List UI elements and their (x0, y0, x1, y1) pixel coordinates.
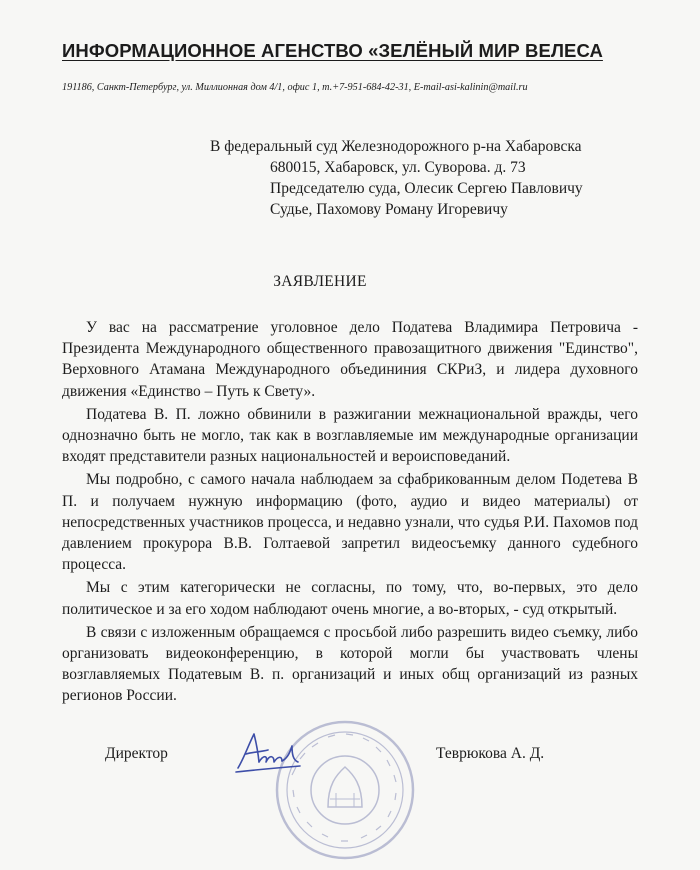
organization-address: 191186, Санкт-Петербург, ул. Миллионная дом 4/1, офис 1, т.+7-951-684-42-31, E-mail-asi-kalinin@mail.ru (62, 82, 528, 93)
organization-name: ИНФОРМАЦИОННОЕ АГЕНСТВО «ЗЕЛЁНЫЙ МИР ВЕЛЕСА (62, 40, 603, 61)
addressee-judge: Судье, Пахомову Роману Игоревичу (270, 201, 508, 218)
addressee-address: 680015, Хабаровск, ул. Суворова. д. 73 (270, 159, 526, 176)
signature-icon (232, 728, 302, 778)
body-paragraph: Мы с этим категорически не согласны, по тому, что, во-первых, это дело политическое и за его ходом наблюдают очень многие, а во-вторых, - суд открытый. (62, 579, 638, 618)
document-body (62, 317, 638, 707)
signatory-name: Теврюкова А. Д. (436, 745, 545, 762)
body-paragraph: У вас на рассматрение уголовное дело Податева Владимира Петровича - Президента Международного общественного правозащитного движения "Единство", Верховного Атамана Международного объедининия СКРиЗ, и лидера духовного движения «Единство – Путь к Свету». (62, 319, 638, 400)
body-paragraph: Мы подробно, с самого начала наблюдаем за сфабрикованным делом Подетева В П. и получаем нужную информацию (фото, аудио и видео материалы) от непосредственных участников процесса, и недавно узнали, что судья Р.И. Пахомов под давлением прокурора В.В. Голтаевой запретил видеосъемку данного судебного процесса. (62, 471, 638, 574)
body-paragraph: В связи с изложенным обращаемся с просьбой либо разрешить видео съемку, либо организовать видеоконференцию, в которой могли бы участвовать члены возглавляемых Податевым В. п. организаций и иных общ организаций из разных регионов России. (62, 623, 638, 705)
body-paragraph: Податева В. П. ложно обвинили в разжигании межнациональной вражды, чего однозначно быть не могло, так как в возглавляемые им международные организации входят представители разных национальностей и вероисповеданий. (62, 405, 638, 466)
addressee-chairman: Председателю суда, Олесик Сергею Павловичу (270, 180, 583, 197)
document-title: ЗАЯВЛЕНИЕ (273, 273, 367, 290)
signatory-role: Директор (105, 745, 168, 762)
addressee-court: В федеральный суд Железнодорожного р-на Хабаровска (210, 138, 582, 155)
